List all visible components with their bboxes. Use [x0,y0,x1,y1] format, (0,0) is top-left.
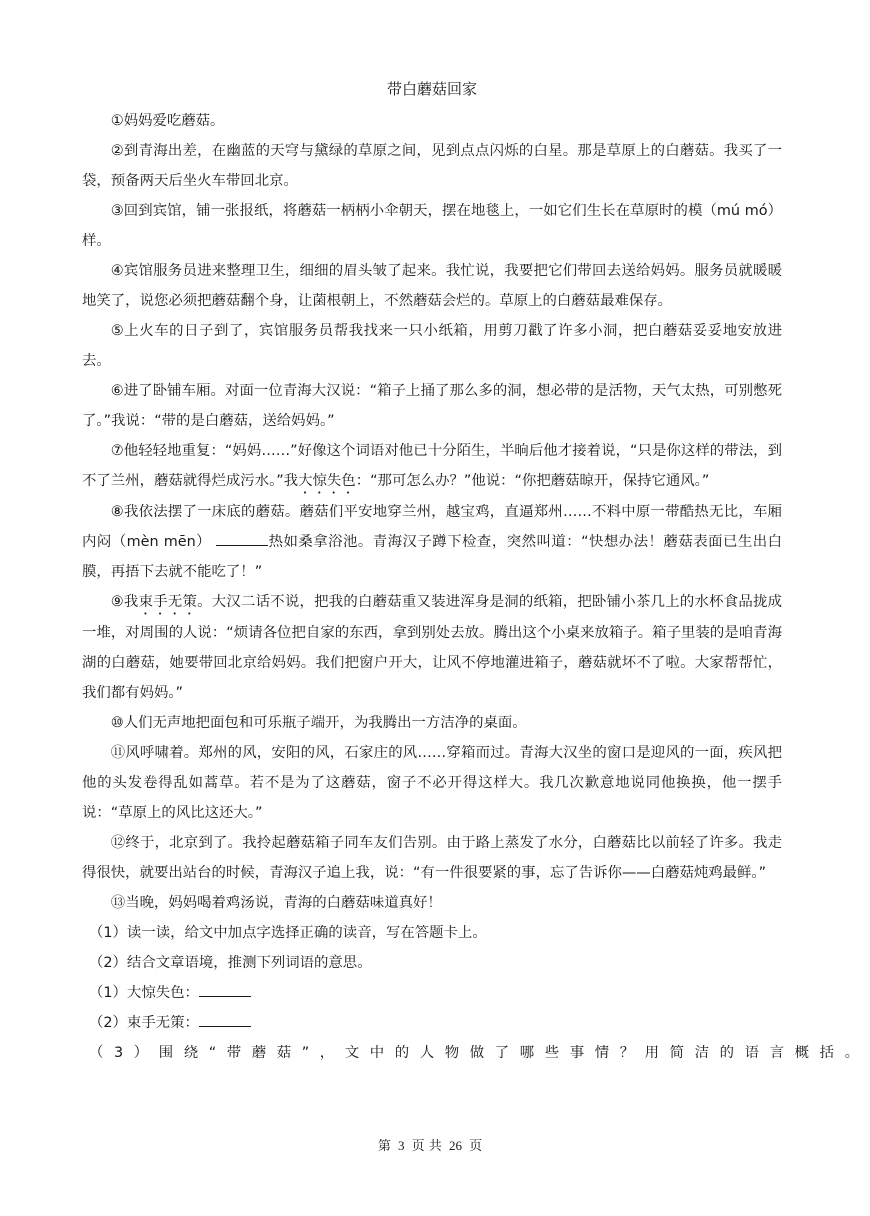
footer-total-pages: 26 [448,1138,462,1153]
question-2-2 [82,1008,782,1038]
paragraph-8-text-a: ⑧我依法摆了一床底的蘑菇。蘑菇们平安地穿兰州，越宝鸡，直逼郑州……不料中原一带酷热无比，车厢内闷（mèn mēn） [82,504,782,550]
paragraph-5: ⑤上火车的日子到了，宾馆服务员帮我找来一只小纸箱，用剪刀戳了许多小洞，把白蘑菇妥妥地安放进去。 [82,323,782,369]
paragraph-9-text-b: 。大汉二话不说，把我的白蘑菇重又装进浑身是洞的纸箱，把卧铺小茶几上的水杯食品拢成一堆，对周围的人说：“烦请各位把自家的东西，拿到别处去放。腾出这个小桌来放箱子。箱子里装的是咱青海湖的白蘑菇，她要带回北京给妈妈。我们把窗户开大，让风不停地灌进箱子，蘑菇就坏不了啦。大家帮帮忙，我们都有妈妈。” [82,594,782,701]
question-1: （1）读一读，给文中加点字选择正确的读音，写在答题卡上。 [89,925,487,941]
article-body [82,78,870,1068]
paragraph-7-text-a: ⑦他轻轻地重复：“妈妈……”好像这个词语对他已十分陌生，半晌后他才接着说，“只是你这样的带法，到不了兰州，蘑菇就得烂成污水。”我 [82,443,782,489]
article-title: 带白蘑菇回家 [386,80,477,98]
paragraph-13: ⑬当晚，妈妈喝着鸡汤说，青海的白蘑菇味道真好！ [110,895,442,911]
footer-suffix: 页 [469,1139,483,1154]
answer-blank [199,982,251,997]
footer-prefix: 第 [377,1139,391,1154]
paragraph-10: ⑩人们无声地把面包和可乐瓶子端开，为我腾出一方洁净的桌面。 [110,715,527,731]
paragraph-7 [82,436,782,497]
answer-blank [216,531,268,546]
question-2-2-label: （2）束手无策： [89,1015,199,1031]
paragraph-8 [82,497,782,587]
paragraph-9-text-a: ⑨我 [110,594,139,610]
footer-page-number: 3 [398,1138,405,1153]
question-2-1 [82,978,782,1008]
paragraph-8-text-b: 热如桑拿浴池。青海汉子蹲下检查，突然叫道：“快想办法！蘑菇表面已生出白膜，再捂下去就不能吃了！” [82,534,782,580]
footer-middle: 页 共 [411,1139,442,1154]
question-2-1-label: （1）大惊失色： [89,985,199,1001]
paragraph-7-text-b: ：“那可怎么办？”他说：“你把蘑菇晾开，保持它通风。” [355,473,710,489]
paragraph-6: ⑥进了卧铺车厢。对面一位青海大汉说：“箱子上捅了那么多的洞，想必带的是活物，天气太热，可别憋死了。”我说：“带的是白蘑菇，送给妈妈。” [82,383,782,429]
paragraph-9 [82,587,782,708]
paragraph-3: ③回到宾馆，铺一张报纸，将蘑菇一柄柄小伞朝天，摆在地毯上，一如它们生长在草原时的模（mú mó）样。 [82,203,782,249]
paragraph-2: ②到青海出差，在幽蓝的天穹与黛绿的草原之间，见到点点闪烁的白星。那是草原上的白蘑菇。我买了一袋，预备两天后坐火车带回北京。 [82,143,782,189]
dotted-word-shushouwuce: 束手无策 [138,594,198,610]
question-2: （2）结合文章语境，推测下列词语的意思。 [89,955,372,971]
dotted-word-dajingshise: 大惊失色 [298,473,356,489]
question-3: （3）围绕“带蘑菇”，文中的人物做了哪些事情？用简洁的语言概括。 [89,1045,870,1061]
paragraph-11: ⑪风呼啸着。郑州的风，安阳的风，石家庄的风……穿箱而过。青海大汉坐的窗口是迎风的一面，疾风把他的头发卷得乱如蒿草。若不是为了这蘑菇，窗子不必开得这样大。我几次歉意地说同他换换，他一摆手说：“草原上的风比这还大。” [82,745,782,821]
answer-blank [199,1012,251,1027]
paragraph-4: ④宾馆服务员进来整理卫生，细细的眉头皱了起来。我忙说，我要把它们带回去送给妈妈。服务员就暖暖地笑了，说您必须把蘑菇翻个身，让菌根朝上，不然蘑菇会烂的。草原上的白蘑菇最难保存。 [82,263,782,309]
page-footer [0,1138,860,1155]
paragraph-12: ⑫终于，北京到了。我拎起蘑菇箱子同车友们告别。由于路上蒸发了水分，白蘑菇比以前轻了许多。我走得很快，就要出站台的时候，青海汉子追上我，说：“有一件很要紧的事，忘了告诉你——白蘑菇炖鸡最鲜。” [82,835,782,881]
paragraph-1: ①妈妈爱吃蘑菇。 [110,113,225,129]
